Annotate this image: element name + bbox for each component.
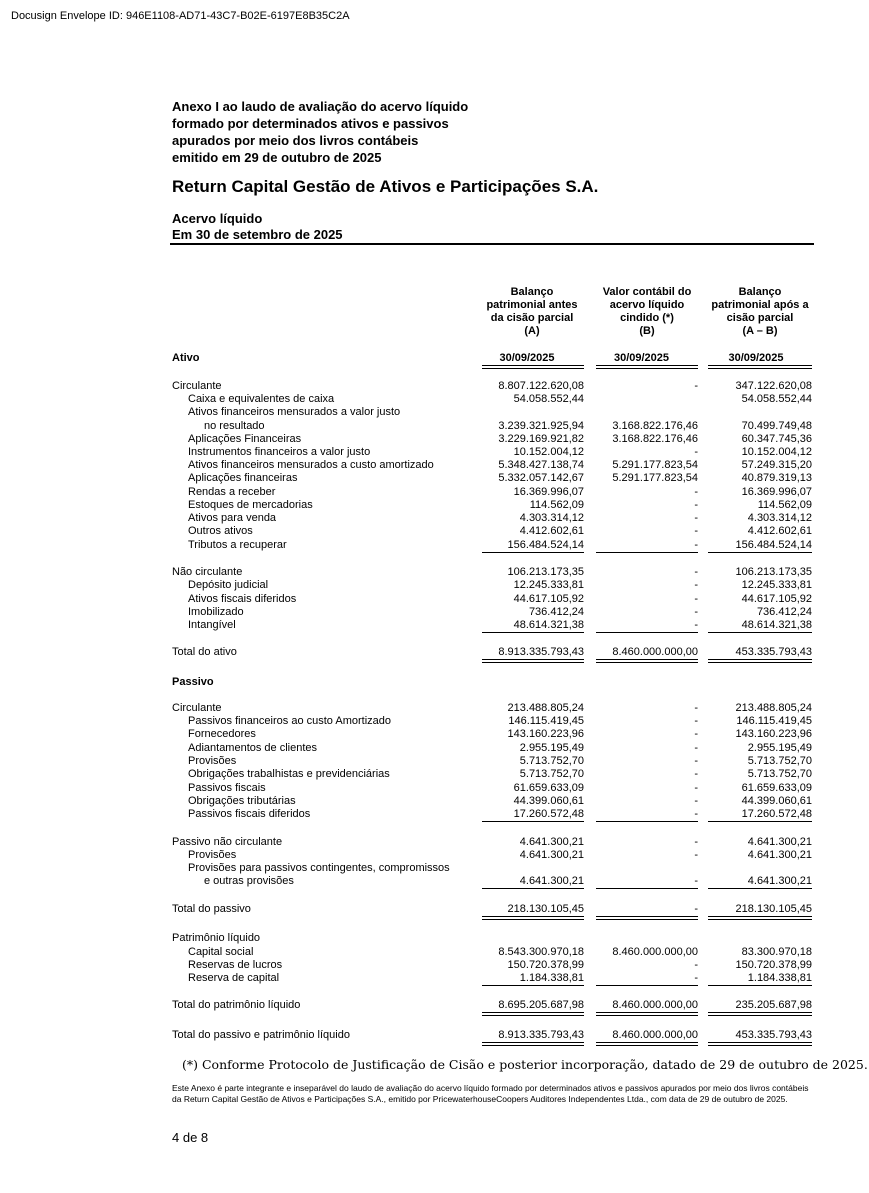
- subtotal-rule: [596, 888, 698, 889]
- row-value: 5.713.752,70: [519, 755, 584, 767]
- row-label: Provisões: [188, 849, 237, 861]
- column-header-a: [474, 286, 590, 338]
- row-value: 150.720.378,99: [735, 959, 812, 971]
- row-label: Adiantamentos de clientes: [188, 742, 318, 754]
- subtotal-rule: [596, 659, 698, 660]
- row-value: -: [694, 903, 698, 915]
- row-value: 143.160.223,96: [507, 728, 584, 740]
- row-value: -: [694, 715, 698, 727]
- table-row: [0, 459, 869, 472]
- row-value: 8.807.122.620,08: [498, 380, 584, 392]
- row-value: 4.412.602,61: [747, 525, 812, 537]
- row-value: 2.955.195,49: [519, 742, 584, 754]
- date-underline: [482, 365, 584, 369]
- row-value: 736.412,24: [756, 606, 812, 618]
- subtotal-rule: [482, 1042, 584, 1043]
- row-label: Não circulante: [172, 566, 243, 578]
- subtotal-rule: [596, 821, 698, 822]
- row-value: 4.641.300,21: [747, 836, 812, 848]
- row-value: 61.659.633,09: [513, 782, 584, 794]
- table-row: [0, 946, 869, 959]
- date-underline: [596, 365, 698, 369]
- row-label: Passivo: [172, 676, 214, 688]
- row-value: -: [694, 702, 698, 714]
- row-value: 4.303.314,12: [747, 512, 812, 524]
- row-value: -: [694, 512, 698, 524]
- row-value: -: [694, 380, 698, 392]
- column-header-line: patrimonial após a: [711, 299, 809, 311]
- row-label: Provisões para passivos contingentes, compromissos: [188, 862, 450, 874]
- row-value: 3.168.822.176,46: [612, 420, 698, 432]
- subtotal-rule: [482, 985, 584, 986]
- subtotal-rule: [596, 1042, 698, 1043]
- row-value: 54.058.552,44: [741, 393, 812, 405]
- row-value: 5.713.752,70: [747, 768, 812, 780]
- table-row: [0, 932, 869, 945]
- row-label: Total do passivo e patrimônio líquido: [172, 1029, 350, 1041]
- row-label: Passivos financeiros ao custo Amortizado: [188, 715, 391, 727]
- row-value: -: [694, 875, 698, 887]
- table-row: [0, 862, 869, 875]
- row-value: -: [694, 849, 698, 861]
- row-value: 2.955.195,49: [747, 742, 812, 754]
- row-value: -: [694, 795, 698, 807]
- row-value: 213.488.805,24: [735, 702, 812, 714]
- column-header-line: acervo líquido: [609, 299, 685, 311]
- column-date: 30/09/2025: [499, 352, 555, 364]
- subtotal-rule: [708, 916, 812, 917]
- table-row: [0, 742, 869, 755]
- row-value: -: [694, 755, 698, 767]
- row-label: Patrimônio líquido: [172, 932, 261, 944]
- disclaimer: Este Anexo é parte integrante e inseparável do laudo de avaliação do acervo líquido formado por determinados ativos e passivos apurados por meio dos livros contábeis da Return Capital Gestão de Ativos e Participações S.A., emitido por PricewaterhouseCoopers Auditores Independentes Ltda., com data de 29 de outubro de 2025.: [172, 1083, 809, 1104]
- row-label: Passivos fiscais: [188, 782, 266, 794]
- envelope-id: Docusign Envelope ID: 946E1108-AD71-43C7-B02E-6197E8B35C2A: [11, 10, 350, 22]
- table-row: [0, 446, 869, 459]
- row-label: Passivos fiscais diferidos: [188, 808, 311, 820]
- row-value: 347.122.620,08: [735, 380, 812, 392]
- total-double-rule: [596, 1015, 698, 1016]
- table-row: [0, 393, 869, 406]
- total-double-rule: [482, 919, 584, 920]
- row-value: 8.460.000.000,00: [612, 646, 698, 658]
- table-row: [0, 380, 869, 393]
- row-value: 106.213.173,35: [735, 566, 812, 578]
- row-value: -: [694, 499, 698, 511]
- row-label: Total do passivo: [172, 903, 251, 915]
- row-label: Fornecedores: [188, 728, 256, 740]
- row-value: 736.412,24: [528, 606, 584, 618]
- row-label: Reserva de capital: [188, 972, 280, 984]
- row-value: 453.335.793,43: [735, 1029, 812, 1041]
- column-header-line: cisão parcial: [726, 312, 794, 324]
- row-label: Circulante: [172, 380, 222, 392]
- row-value: -: [694, 959, 698, 971]
- subtotal-rule: [596, 985, 698, 986]
- table-row: [0, 875, 869, 888]
- row-label: Obrigações tributárias: [188, 795, 296, 807]
- row-value: 453.335.793,43: [735, 646, 812, 658]
- row-value: 5.291.177.823,54: [612, 472, 698, 484]
- table-row: [0, 702, 869, 715]
- row-value: 48.614.321,38: [741, 619, 812, 631]
- row-value: 4.641.300,21: [747, 875, 812, 887]
- row-value: 10.152.004,12: [513, 446, 584, 458]
- footnote: (*) Conforme Protocolo de Justificação de Cisão e posterior incorporação, datado de 29 de outubro de 2025.: [182, 1057, 868, 1072]
- table-row: [0, 499, 869, 512]
- row-value: 44.617.105,92: [741, 593, 812, 605]
- row-label: Caixa e equivalentes de caixa: [188, 393, 335, 405]
- column-date: 30/09/2025: [613, 352, 670, 364]
- row-value: 213.488.805,24: [507, 702, 584, 714]
- column-header-line: Valor contábil do: [602, 286, 692, 298]
- total-double-rule: [596, 662, 698, 663]
- subtitle-line: Acervo líquido: [172, 211, 263, 226]
- row-label: Ativos financeiros mensurados a custo amortizado: [188, 459, 434, 471]
- row-label: Ativos para venda: [188, 512, 277, 524]
- row-value: 16.369.996,07: [513, 486, 584, 498]
- row-value: 8.913.335.793,43: [498, 1029, 584, 1041]
- row-value: 16.369.996,07: [741, 486, 812, 498]
- row-value: 5.713.752,70: [747, 755, 812, 767]
- subtotal-rule: [482, 888, 584, 889]
- row-label: Capital social: [188, 946, 254, 958]
- row-value: 12.245.333,81: [741, 579, 812, 591]
- row-label: Instrumentos financeiros a valor justo: [188, 446, 371, 458]
- subtotal-rule: [708, 632, 812, 633]
- annex-header: [172, 98, 532, 166]
- table-row: [0, 579, 869, 592]
- row-value: 5.291.177.823,54: [612, 459, 698, 471]
- row-value: -: [694, 972, 698, 984]
- row-value: -: [694, 593, 698, 605]
- row-value: -: [694, 808, 698, 820]
- row-value: 4.641.300,21: [519, 849, 584, 861]
- row-label: Reservas de lucros: [188, 959, 283, 971]
- row-value: -: [694, 742, 698, 754]
- row-value: 17.260.572,48: [513, 808, 584, 820]
- subtotal-rule: [596, 552, 698, 553]
- row-value: 8.460.000.000,00: [612, 946, 698, 958]
- row-value: -: [694, 728, 698, 740]
- table-row: [0, 472, 869, 485]
- table-row: [0, 715, 869, 728]
- subtotal-rule: [482, 916, 584, 917]
- row-value: -: [694, 768, 698, 780]
- row-value: 54.058.552,44: [513, 393, 584, 405]
- table-row: [0, 795, 869, 808]
- row-label: Ativos financeiros mensurados a valor justo: [188, 406, 401, 418]
- subtotal-rule: [708, 985, 812, 986]
- subtotal-rule: [596, 916, 698, 917]
- row-value: 70.499.749,48: [741, 420, 812, 432]
- row-value: 3.239.321.925,94: [498, 420, 584, 432]
- table-row: [0, 676, 869, 689]
- row-value: 114.562,09: [529, 499, 584, 511]
- column-header-line: Balanço: [738, 286, 782, 298]
- row-value: 44.399.060,61: [513, 795, 584, 807]
- table-row: [0, 433, 869, 446]
- row-value: 61.659.633,09: [741, 782, 812, 794]
- row-value: 4.303.314,12: [519, 512, 584, 524]
- date-underline: [708, 365, 812, 369]
- row-value: 4.641.300,21: [519, 836, 584, 848]
- row-label: Circulante: [172, 702, 222, 714]
- row-value: 150.720.378,99: [507, 959, 584, 971]
- column-date: 30/09/2025: [728, 352, 784, 364]
- table-row: [0, 525, 869, 538]
- table-row: [0, 593, 869, 606]
- subtotal-rule: [708, 659, 812, 660]
- row-label: Aplicações Financeiras: [188, 433, 302, 445]
- column-header-line: (B): [639, 325, 655, 337]
- row-value: 3.229.169.921,82: [498, 433, 584, 445]
- table-row: [0, 782, 869, 795]
- row-value: 8.913.335.793,43: [498, 646, 584, 658]
- subtotal-rule: [596, 632, 698, 633]
- row-value: 44.399.060,61: [741, 795, 812, 807]
- row-value: -: [694, 446, 698, 458]
- row-label: Total do patrimônio líquido: [172, 999, 301, 1011]
- row-label: Total do ativo: [172, 646, 237, 658]
- row-value: 114.562,09: [757, 499, 812, 511]
- row-label: Estoques de mercadorias: [188, 499, 313, 511]
- total-double-rule: [596, 1045, 698, 1046]
- table-row: [0, 1029, 869, 1042]
- column-header-line: cindido (*): [620, 312, 674, 324]
- row-label: Imobilizado: [188, 606, 244, 618]
- table-row: [0, 808, 869, 821]
- row-label: Passivo não circulante: [172, 836, 283, 848]
- column-header-line: patrimonial antes: [486, 299, 578, 311]
- table-row: [0, 903, 869, 916]
- table-row: [0, 849, 869, 862]
- row-label: Ativo: [172, 352, 200, 364]
- row-label: e outras provisões: [204, 875, 294, 887]
- total-double-rule: [482, 1015, 584, 1016]
- row-value: -: [694, 525, 698, 537]
- column-header-line: (A – B): [742, 325, 778, 337]
- table-row: [0, 512, 869, 525]
- row-value: 83.300.970,18: [741, 946, 812, 958]
- row-value: -: [694, 836, 698, 848]
- annex-header-line: apurados por meio dos livros contábeis: [172, 133, 419, 148]
- row-value: 146.115.419,45: [736, 715, 812, 727]
- row-value: 60.347.745,36: [741, 433, 812, 445]
- row-value: 156.484.524,14: [735, 539, 812, 551]
- column-header-line: Balanço: [510, 286, 554, 298]
- table-row: [0, 420, 869, 433]
- row-label: Ativos fiscais diferidos: [188, 593, 297, 605]
- subtotal-rule: [482, 552, 584, 553]
- annex-header-line: Anexo I ao laudo de avaliação do acervo líquido: [172, 99, 469, 114]
- row-label: Intangível: [188, 619, 236, 631]
- total-double-rule: [708, 662, 812, 663]
- total-double-rule: [708, 1045, 812, 1046]
- row-value: -: [694, 566, 698, 578]
- table-row: [0, 606, 869, 619]
- subtotal-rule: [708, 821, 812, 822]
- table-row: [0, 566, 869, 579]
- row-label: no resultado: [204, 420, 265, 432]
- table-row: [0, 619, 869, 632]
- row-label: Aplicações financeiras: [188, 472, 298, 484]
- column-header-b: [595, 286, 699, 338]
- row-value: 218.130.105,45: [735, 903, 812, 915]
- row-value: -: [694, 579, 698, 591]
- table-row: [0, 768, 869, 781]
- row-value: 156.484.524,14: [507, 539, 584, 551]
- row-value: 218.130.105,45: [507, 903, 584, 915]
- row-value: 4.641.300,21: [519, 875, 584, 887]
- table-row: [0, 406, 869, 419]
- column-header-line: da cisão parcial: [490, 312, 574, 324]
- row-value: -: [694, 606, 698, 618]
- table-row: [0, 755, 869, 768]
- table-row: [0, 646, 869, 659]
- row-value: 17.260.572,48: [741, 808, 812, 820]
- row-value: 48.614.321,38: [513, 619, 584, 631]
- row-label: Provisões: [188, 755, 237, 767]
- row-value: 4.641.300,21: [747, 849, 812, 861]
- row-value: -: [694, 486, 698, 498]
- subtotal-rule: [708, 1012, 812, 1013]
- column-header-a-minus-b: [705, 286, 815, 338]
- row-value: -: [694, 619, 698, 631]
- subtotal-rule: [708, 888, 812, 889]
- page-number: 4 de 8: [172, 1130, 209, 1145]
- subtitle-line: Em 30 de setembro de 2025: [172, 227, 343, 242]
- row-value: 8.460.000.000,00: [612, 1029, 698, 1041]
- subtotal-rule: [482, 659, 584, 660]
- row-label: Depósito judicial: [188, 579, 269, 591]
- row-value: 5.713.752,70: [519, 768, 584, 780]
- table-row: [0, 959, 869, 972]
- table-row: [0, 486, 869, 499]
- row-value: 57.249.315,20: [741, 459, 812, 471]
- row-value: 8.460.000.000,00: [612, 999, 698, 1011]
- subtotal-rule: [482, 1012, 584, 1013]
- column-header-line: (A): [524, 325, 540, 337]
- table-row: [0, 728, 869, 741]
- row-value: 235.205.687,98: [735, 999, 812, 1011]
- row-label: Outros ativos: [188, 525, 253, 537]
- company-name: Return Capital Gestão de Ativos e Participações S.A.: [172, 177, 599, 196]
- row-value: 3.168.822.176,46: [612, 433, 698, 445]
- row-label: Tributos a recuperar: [188, 539, 287, 551]
- table-row: [0, 999, 869, 1012]
- subtitle-rule: [170, 243, 814, 245]
- table-row: [0, 836, 869, 849]
- row-value: -: [694, 782, 698, 794]
- row-value: 10.152.004,12: [741, 446, 812, 458]
- row-value: 143.160.223,96: [735, 728, 812, 740]
- subtotal-rule: [596, 1012, 698, 1013]
- table-row: [0, 972, 869, 985]
- row-value: 5.332.057.142,67: [498, 472, 584, 484]
- row-value: 1.184.338,81: [519, 972, 584, 984]
- row-value: 1.184.338,81: [747, 972, 812, 984]
- row-value: 44.617.105,92: [513, 593, 584, 605]
- subtotal-rule: [708, 552, 812, 553]
- row-value: 8.695.205.687,98: [498, 999, 584, 1011]
- subtotal-rule: [482, 821, 584, 822]
- total-double-rule: [482, 662, 584, 663]
- statement-subtitle: [172, 211, 343, 243]
- row-value: 8.543.300.970,18: [498, 946, 584, 958]
- subtotal-rule: [708, 1042, 812, 1043]
- total-double-rule: [708, 919, 812, 920]
- table-row: [0, 352, 869, 365]
- row-value: 40.879.319,13: [741, 472, 812, 484]
- row-value: -: [694, 539, 698, 551]
- row-label: Rendas a receber: [188, 486, 276, 498]
- annex-header-line: emitido em 29 de outubro de 2025: [172, 150, 382, 165]
- total-double-rule: [482, 1045, 584, 1046]
- row-value: 146.115.419,45: [508, 715, 584, 727]
- total-double-rule: [708, 1015, 812, 1016]
- row-value: 4.412.602,61: [519, 525, 584, 537]
- total-double-rule: [596, 919, 698, 920]
- row-value: 5.348.427.138,74: [498, 459, 584, 471]
- annex-header-line: formado por determinados ativos e passivos: [172, 116, 449, 131]
- row-label: Obrigações trabalhistas e previdenciárias: [188, 768, 390, 780]
- row-value: 106.213.173,35: [507, 566, 584, 578]
- table-row: [0, 539, 869, 552]
- subtotal-rule: [482, 632, 584, 633]
- row-value: 12.245.333,81: [513, 579, 584, 591]
